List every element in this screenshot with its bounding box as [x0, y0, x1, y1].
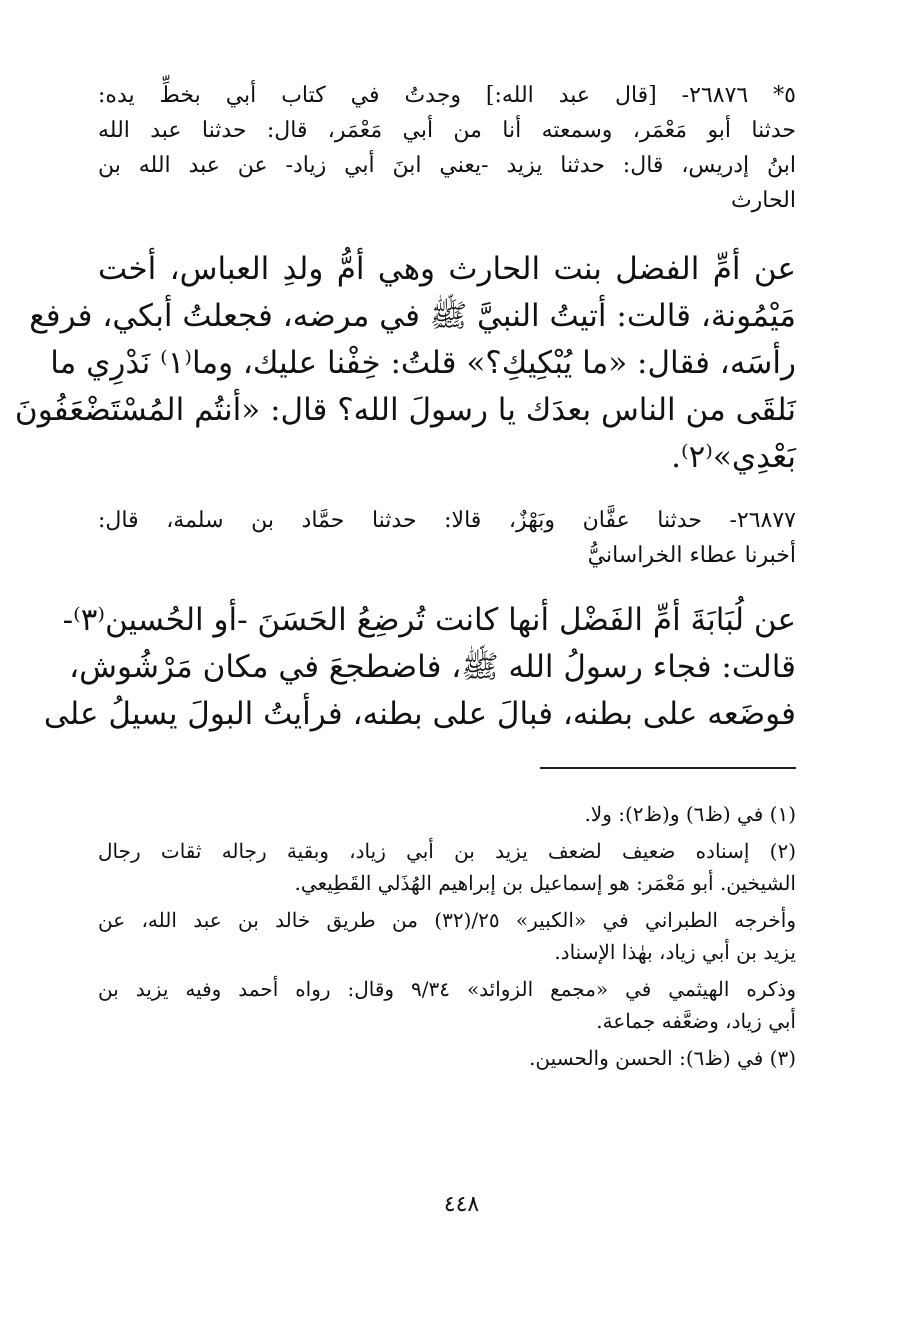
matn-line: رأسَه، فقال: «ما يُبْكِيكِ؟» قلتُ: خِفْنا عليك، وما⁽١⁾ نَدْرِي ما	[50, 345, 796, 381]
hadith-26877-isnad	[98, 503, 796, 573]
isnad-line: الحارث	[730, 188, 796, 213]
matn-line: عن لُبَابَةَ أمِّ الفَضْل أنها كانت تُرضِعُ الحَسَنَ -أو الحُسين⁽٣⁾-	[62, 602, 796, 638]
footnote-rule	[540, 767, 796, 769]
matn-line: عن أمِّ الفضل بنت الحارث وهي أمُّ ولدِ العباس، أخت	[98, 251, 796, 287]
footnote-line: (١) في (ظ٦) و(ظ٢): ولا.	[584, 802, 796, 826]
footnote-line: وذكره الهيثمي في «مجمع الزوائد» ٩/٣٤ وقال: رواه أحمد وفيه يزيد بن	[98, 977, 796, 1001]
isnad-line: ابنُ إدريس، قال: حدثنا يزيد -يعني ابنَ أبي زياد- عن عبد الله بن	[98, 153, 796, 178]
footnote-line: الشيخين. أبو مَعْمَر: هو إسماعيل بن إبراهيم الهُذَلي القَطِيعي.	[294, 871, 796, 895]
isnad-line: حدثنا أبو مَعْمَر، وسمعته أنا من أبي مَعْمَر، قال: حدثنا عبد الله	[98, 118, 796, 143]
footnote-1	[98, 798, 796, 830]
footnote-line: (٣) في (ظ٦): الحسن والحسين.	[529, 1046, 796, 1070]
page-number: ٤٤٨	[443, 1192, 480, 1217]
matn-line: بَعْدِي»⁽٢⁾.	[671, 439, 796, 475]
isnad-line: ٥* ٢٦٨٧٦- [قال عبد الله:] وجدتُ في كتاب أبي بخطِّ يده:	[98, 83, 796, 108]
hadith-26876-isnad	[98, 78, 796, 218]
footnote-line: (٢) إسناده ضعيف لضعف يزيد بن أبي زياد، وبقية رجاله ثقات رجال	[98, 839, 796, 863]
matn-line: قالت: فجاء رسولُ الله ﷺ، فاضطجعَ في مكان مَرْشُوش،	[69, 649, 796, 685]
footnote-line: يزيد بن أبي زياد، بهٰذا الإسناد.	[554, 940, 796, 964]
footnote-2-takhrij	[98, 904, 796, 968]
footnote-separator	[98, 738, 796, 798]
footnotes	[98, 798, 796, 1074]
isnad-line: أخبرنا عطاء الخراسانيُّ	[587, 543, 796, 568]
isnad-line: ٢٦٨٧٧- حدثنا عفَّان وبَهْزٌ، قالا: حدثنا حمَّاد بن سلمة، قال:	[98, 508, 796, 533]
matn-line: فوضَعه على بطنه، فبالَ على بطنه، فرأيتُ البولَ يسيلُ على	[43, 696, 796, 732]
matn-line: مَيْمُونة، قالت: أتيتُ النبيَّ ﷺ في مرضه، فجعلتُ أبكي، فرفع	[29, 298, 796, 334]
footnote-3	[98, 1042, 796, 1074]
matn-line: نَلقَى من الناس بعدَك يا رسولَ الله؟ قال: «أنتُم المُسْتَضْعَفُونَ	[14, 392, 796, 428]
footnote-2	[98, 835, 796, 899]
hadith-26876-matn	[14, 246, 796, 481]
footnote-line: وأخرجه الطبراني في «الكبير» ٢٥/(٣٢) من طريق خالد بن عبد الله، عن	[98, 908, 796, 932]
hadith-26877-matn	[43, 597, 796, 738]
footnote-line: أبي زياد، وضعَّفه جماعة.	[596, 1009, 796, 1033]
page-body	[14, 78, 796, 1074]
footnote-2-haythami	[98, 973, 796, 1037]
